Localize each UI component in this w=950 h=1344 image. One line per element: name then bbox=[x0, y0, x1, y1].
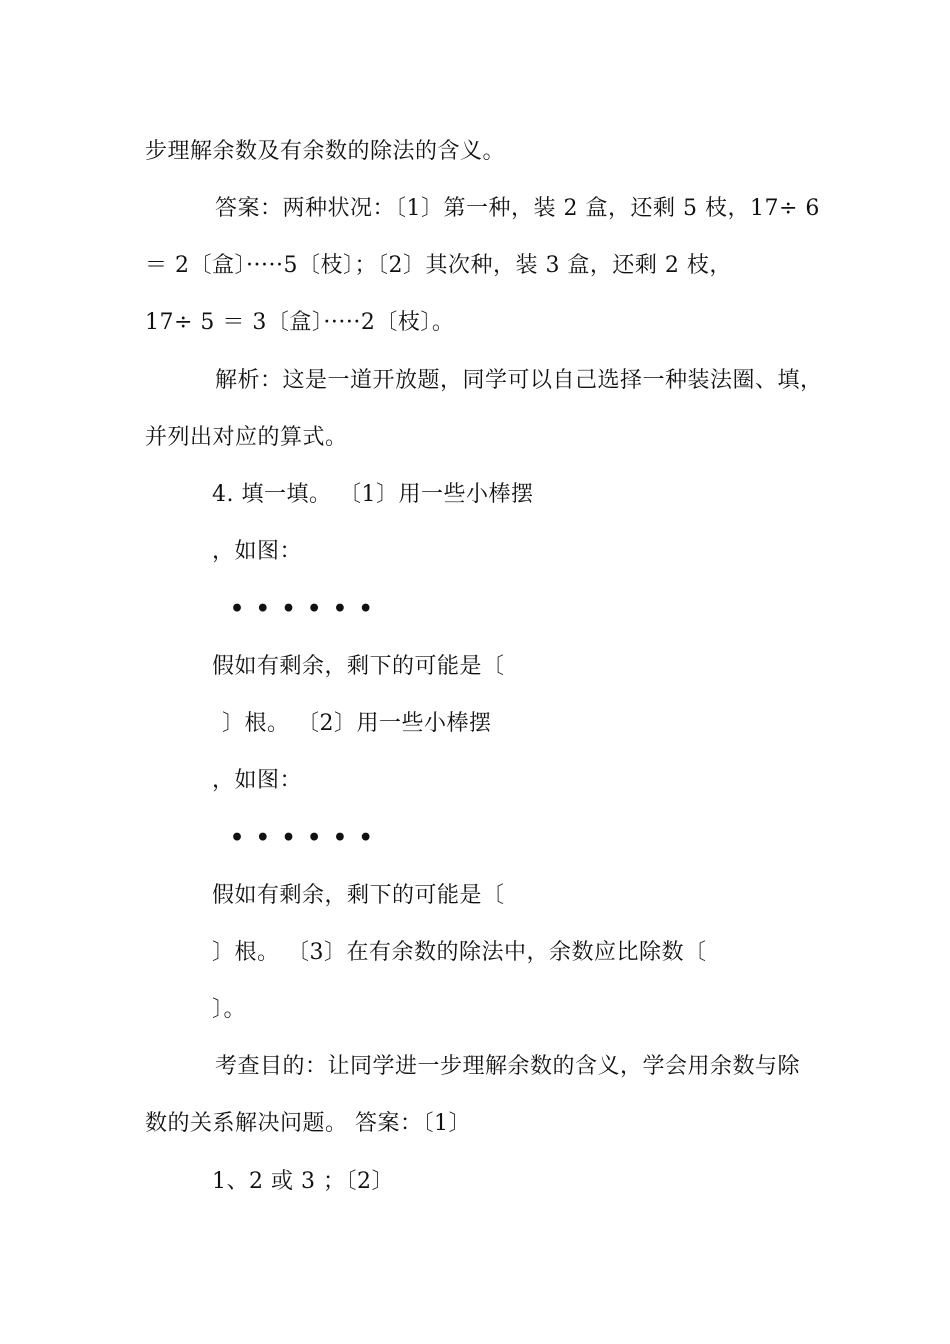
analysis-line-1: 解析：这是一道开放题，同学可以自己选择一种装法圈、填， bbox=[215, 368, 823, 393]
answer-line-2: ＝ 2〔盒〕·····5〔枝〕；〔2〕其次种，装 3 盒，还剩 2 枝， bbox=[145, 253, 732, 278]
part-3-line: 〕根。 〔3〕在有余数的除法中，余数应比除数〔 bbox=[212, 940, 707, 965]
remainder-question-1: 假如有剩余，剩下的可能是〔 bbox=[212, 654, 505, 679]
purpose-line-1: 考查目的：让同学进一步理解余数的含义，学会用余数与除 bbox=[215, 1054, 801, 1079]
answer-line-1: 答案：两种状况：〔1〕第一种，装 2 盒，还剩 5 枝，17÷ 6 bbox=[215, 196, 820, 221]
part-2-line: 〕根。 〔2〕用一些小棒摆 bbox=[222, 711, 492, 736]
answer-line-3: 17÷ 5 ＝ 3〔盒〕·····2〔枝〕。 bbox=[145, 310, 455, 335]
purpose-line-2: 数的关系解决问题。 答案：〔1〕 bbox=[145, 1111, 471, 1136]
text-line-1: 步理解余数及有余数的除法的含义。 bbox=[145, 139, 506, 164]
part-3-end: 〕。 bbox=[212, 997, 247, 1022]
answer-4-line: 1、2 或 3 ；〔2〕 bbox=[212, 1169, 394, 1194]
as-shown-1: ，如图： bbox=[212, 539, 303, 564]
remainder-question-2: 假如有剩余，剩下的可能是〔 bbox=[212, 883, 505, 908]
as-shown-2: ，如图： bbox=[212, 768, 303, 793]
question-4-heading: 4. 填一填。 〔1〕用一些小棒摆 bbox=[212, 482, 534, 507]
analysis-line-2: 并列出对应的算式。 bbox=[145, 425, 348, 450]
sticks-dots-2: • • • • • • bbox=[230, 825, 375, 851]
sticks-dots-1: • • • • • • bbox=[230, 596, 375, 622]
